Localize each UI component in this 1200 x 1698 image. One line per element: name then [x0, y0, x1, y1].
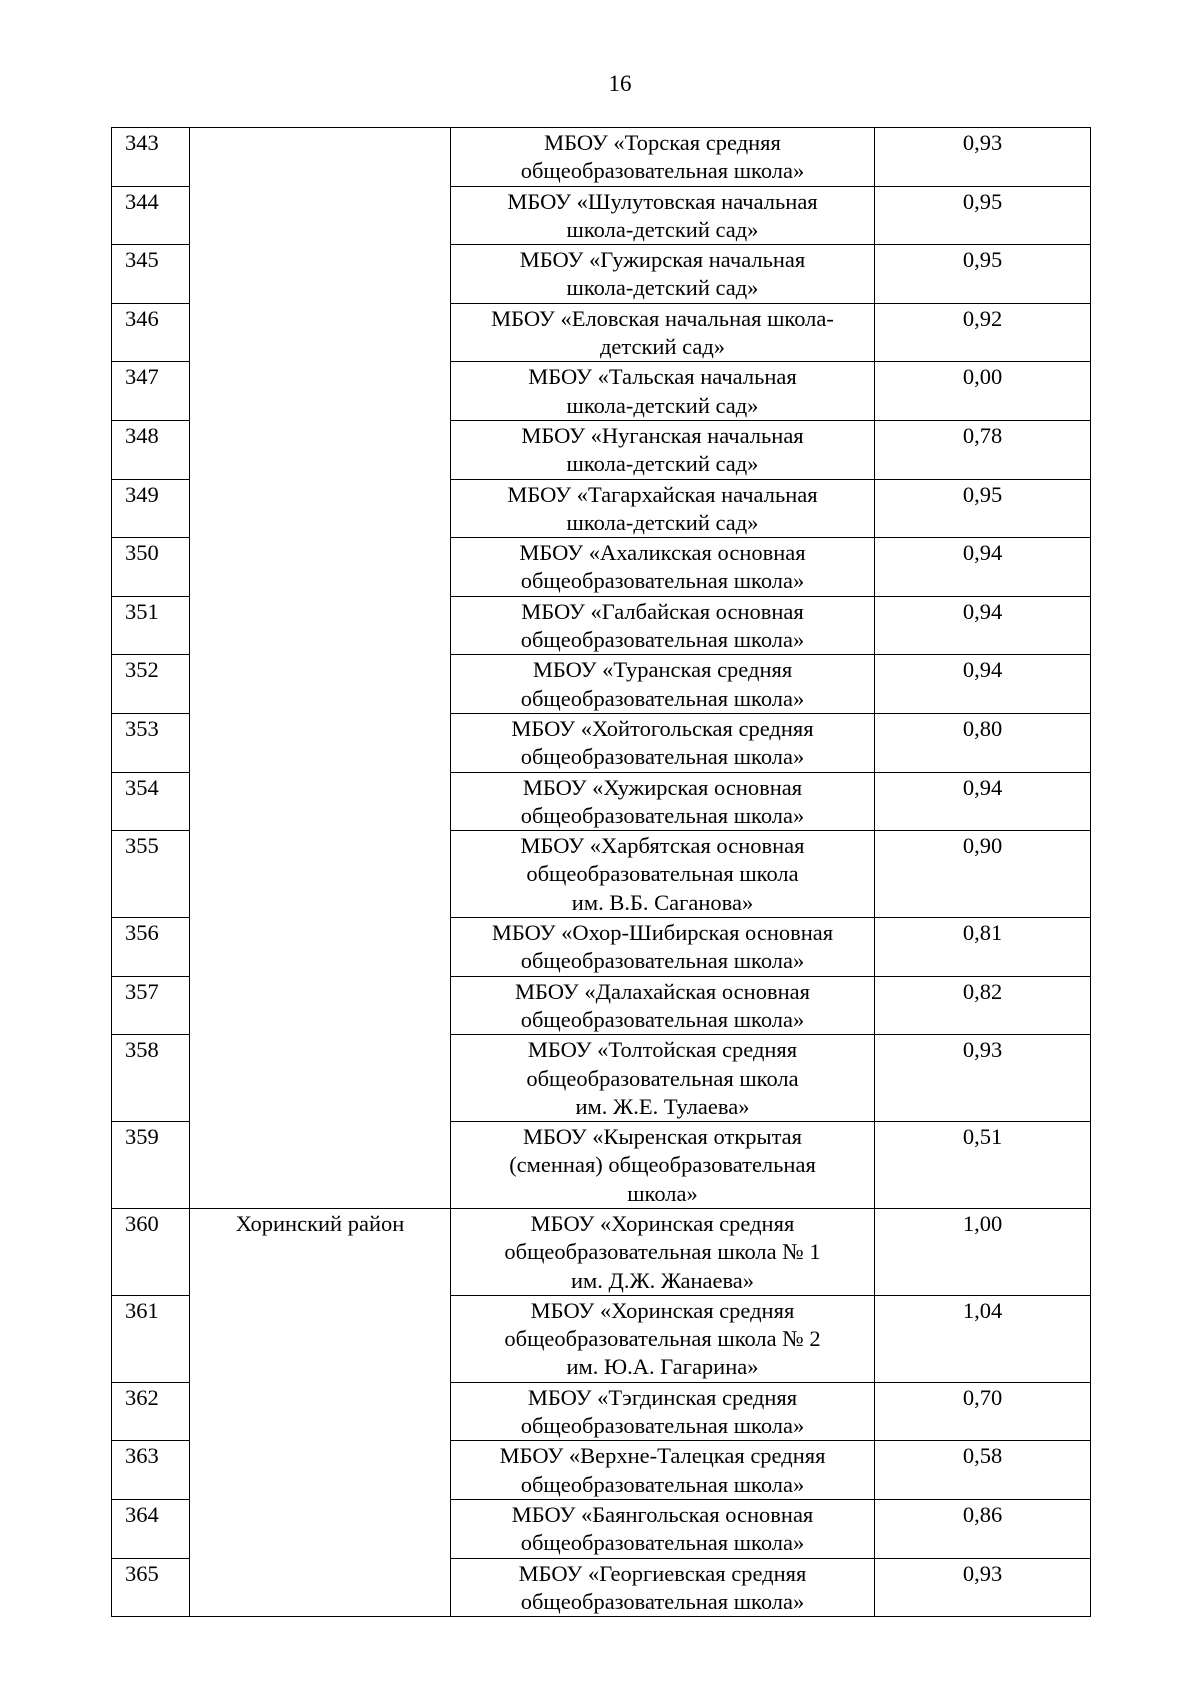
school-name-cell	[451, 976, 875, 1035]
school-name-cell	[451, 655, 875, 714]
table-row	[112, 538, 1091, 597]
school-name-line: общеобразовательная школа № 2	[504, 1326, 821, 1352]
table-row	[112, 1382, 1091, 1441]
table-row	[112, 1122, 1091, 1209]
school-name-line: общеобразовательная школа»	[520, 1006, 805, 1032]
score-cell: 0,86	[875, 1499, 1091, 1558]
score-cell: 0,93	[875, 1035, 1091, 1122]
school-name-line: МБОУ «Хоринская средняя	[530, 1210, 795, 1236]
district-cell	[190, 362, 451, 421]
score-cell: 0,90	[875, 831, 1091, 918]
school-name-line: (сменная) общеобразовательная	[509, 1152, 816, 1178]
district-cell	[190, 1122, 451, 1209]
district-cell	[190, 713, 451, 772]
row-number: 348	[112, 420, 190, 479]
school-name-cell	[451, 772, 875, 831]
school-name-line: общеобразовательная школа»	[520, 627, 805, 653]
score-cell: 0,95	[875, 479, 1091, 538]
table-row	[112, 596, 1091, 655]
table-row	[112, 1441, 1091, 1500]
school-name-line: МБОУ «Охор-Шибирская основная	[491, 920, 834, 946]
row-number: 364	[112, 1499, 190, 1558]
school-name-line: школа-детский сад»	[566, 275, 759, 301]
school-name-line: общеобразовательная школа № 1	[504, 1239, 821, 1265]
school-name-cell	[451, 303, 875, 362]
school-name-cell	[451, 245, 875, 304]
school-name-cell	[451, 1208, 875, 1295]
school-name-line: МБОУ «Еловская начальная школа-	[491, 305, 834, 331]
school-name-line: детский сад»	[599, 334, 726, 360]
school-name-line: МБОУ «Тальская начальная	[528, 364, 797, 390]
row-number: 349	[112, 479, 190, 538]
district-cell	[190, 1558, 451, 1617]
row-number: 347	[112, 362, 190, 421]
school-name-line: МБОУ «Тэгдинская средняя	[527, 1384, 798, 1410]
school-name-cell	[451, 713, 875, 772]
school-name-line: МБОУ «Шулутовская начальная	[507, 188, 818, 214]
school-name-line: общеобразовательная школа	[526, 1065, 799, 1091]
table-row	[112, 1499, 1091, 1558]
district-cell	[190, 245, 451, 304]
table-row	[112, 186, 1091, 245]
school-name-line: МБОУ «Нуганская начальная	[521, 422, 804, 448]
school-name-line: общеобразовательная школа	[526, 861, 799, 887]
table-row	[112, 245, 1091, 304]
row-number: 345	[112, 245, 190, 304]
row-number: 356	[112, 918, 190, 977]
row-number: 350	[112, 538, 190, 597]
score-cell: 0,94	[875, 538, 1091, 597]
score-cell: 1,04	[875, 1295, 1091, 1382]
school-name-line: МБОУ «Хоринская средняя	[530, 1297, 795, 1323]
school-name-line: школа-детский сад»	[566, 216, 759, 242]
score-cell: 0,93	[875, 1558, 1091, 1617]
row-number: 352	[112, 655, 190, 714]
score-cell: 0,51	[875, 1122, 1091, 1209]
table-row	[112, 420, 1091, 479]
school-name-line: МБОУ «Верхне-Талецкая средняя	[499, 1443, 826, 1469]
school-name-line: МБОУ «Георгиевская средняя	[518, 1560, 807, 1586]
table-body	[112, 128, 1091, 1617]
school-name-cell	[451, 1035, 875, 1122]
district-cell	[190, 1382, 451, 1441]
school-name-cell	[451, 1558, 875, 1617]
row-number: 354	[112, 772, 190, 831]
school-name-cell	[451, 1382, 875, 1441]
district-cell	[190, 1295, 451, 1382]
school-name-cell	[451, 831, 875, 918]
table-row	[112, 713, 1091, 772]
table-row	[112, 1558, 1091, 1617]
score-cell: 0,70	[875, 1382, 1091, 1441]
row-number: 353	[112, 713, 190, 772]
school-name-cell	[451, 420, 875, 479]
row-number: 360	[112, 1208, 190, 1295]
row-number: 365	[112, 1558, 190, 1617]
row-number: 355	[112, 831, 190, 918]
score-cell: 0,95	[875, 245, 1091, 304]
page-number: 16	[608, 71, 632, 96]
table-row	[112, 362, 1091, 421]
row-number: 343	[112, 128, 190, 187]
school-name-cell	[451, 128, 875, 187]
school-name-cell	[451, 479, 875, 538]
district-cell	[190, 1035, 451, 1122]
school-name-line: школа-детский сад»	[566, 451, 759, 477]
school-name-line: общеобразовательная школа»	[520, 685, 805, 711]
score-cell: 0,94	[875, 655, 1091, 714]
score-cell: 0,58	[875, 1441, 1091, 1500]
score-cell: 0,92	[875, 303, 1091, 362]
school-name-line: им. Ю.А. Гагарина»	[566, 1354, 759, 1380]
table-row	[112, 1208, 1091, 1295]
school-name-line: МБОУ «Галбайская основная	[521, 598, 804, 624]
district-cell	[190, 1441, 451, 1500]
school-name-cell	[451, 1295, 875, 1382]
district-cell: Хоринский район	[190, 1208, 451, 1295]
district-cell	[190, 918, 451, 977]
school-name-line: МБОУ «Баянгольская основная	[511, 1501, 814, 1527]
school-name-line: МБОУ «Хойтогольская средняя	[511, 715, 814, 741]
table-row	[112, 303, 1091, 362]
school-name-line: общеобразовательная школа»	[520, 948, 805, 974]
row-number: 363	[112, 1441, 190, 1500]
school-name-cell	[451, 362, 875, 421]
school-name-cell	[451, 1441, 875, 1500]
school-name-line: МБОУ «Хужирская основная	[522, 774, 803, 800]
school-name-line: общеобразовательная школа»	[520, 158, 805, 184]
district-cell	[190, 1499, 451, 1558]
school-name-line: общеобразовательная школа»	[520, 1471, 805, 1497]
score-cell: 0,94	[875, 596, 1091, 655]
school-name-cell	[451, 1122, 875, 1209]
district-cell	[190, 538, 451, 597]
school-name-line: МБОУ «Торская средняя	[544, 130, 781, 155]
score-cell: 0,80	[875, 713, 1091, 772]
district-cell	[190, 596, 451, 655]
table-row	[112, 831, 1091, 918]
school-name-line: школа-детский сад»	[566, 509, 759, 535]
school-name-cell	[451, 596, 875, 655]
school-name-line: общеобразовательная школа»	[520, 744, 805, 770]
row-number: 362	[112, 1382, 190, 1441]
school-name-line: общеобразовательная школа»	[520, 1588, 805, 1614]
district-cell	[190, 655, 451, 714]
school-name-cell	[451, 186, 875, 245]
school-name-line: МБОУ «Кыренская открытая	[522, 1124, 803, 1150]
row-number: 357	[112, 976, 190, 1035]
school-name-line: МБОУ «Далахайская основная	[515, 978, 810, 1004]
schools-table	[111, 127, 1091, 1617]
row-number: 361	[112, 1295, 190, 1382]
school-name-line: им. В.Б. Саганова»	[571, 889, 754, 915]
row-number: 359	[112, 1122, 190, 1209]
district-cell	[190, 186, 451, 245]
school-name-line: МБОУ «Тагархайская начальная	[507, 481, 818, 507]
school-name-cell	[451, 538, 875, 597]
district-cell	[190, 303, 451, 362]
school-name-line: МБОУ «Ахаликская основная	[519, 540, 806, 566]
school-name-line: общеобразовательная школа»	[520, 568, 805, 594]
score-cell: 0,94	[875, 772, 1091, 831]
score-cell: 0,82	[875, 976, 1091, 1035]
score-cell: 0,81	[875, 918, 1091, 977]
school-name-cell	[451, 918, 875, 977]
table-row	[112, 976, 1091, 1035]
table-row	[112, 772, 1091, 831]
row-number: 351	[112, 596, 190, 655]
table-row	[112, 655, 1091, 714]
school-name-line: МБОУ «Гужирская начальная	[519, 247, 806, 273]
school-name-cell	[451, 1499, 875, 1558]
school-name-line: школа-детский сад»	[566, 392, 759, 418]
table-row	[112, 918, 1091, 977]
score-cell: 1,00	[875, 1208, 1091, 1295]
district-cell	[190, 772, 451, 831]
score-cell: 0,78	[875, 420, 1091, 479]
school-name-line: общеобразовательная школа»	[520, 1413, 805, 1439]
table-row	[112, 128, 1091, 187]
school-name-line: школа»	[627, 1180, 698, 1206]
district-cell	[190, 128, 451, 187]
table-row	[112, 1035, 1091, 1122]
row-number: 344	[112, 186, 190, 245]
school-name-line: МБОУ «Харбятская основная	[520, 833, 805, 859]
score-cell: 0,00	[875, 362, 1091, 421]
school-name-line: им. Ж.Е. Тулаева»	[575, 1093, 750, 1119]
district-cell	[190, 976, 451, 1035]
school-name-line: им. Д.Ж. Жанаева»	[570, 1267, 755, 1293]
district-cell	[190, 479, 451, 538]
table-row	[112, 1295, 1091, 1382]
school-name-line: МБОУ «Толтойская средняя	[527, 1037, 798, 1063]
row-number: 346	[112, 303, 190, 362]
row-number: 358	[112, 1035, 190, 1122]
score-cell: 0,93	[875, 128, 1091, 187]
school-name-line: общеобразовательная школа»	[520, 1530, 805, 1556]
table-row	[112, 479, 1091, 538]
district-cell	[190, 831, 451, 918]
school-name-line: общеобразовательная школа»	[520, 802, 805, 828]
score-cell: 0,95	[875, 186, 1091, 245]
district-cell	[190, 420, 451, 479]
school-name-line: МБОУ «Туранская средняя	[532, 657, 793, 683]
